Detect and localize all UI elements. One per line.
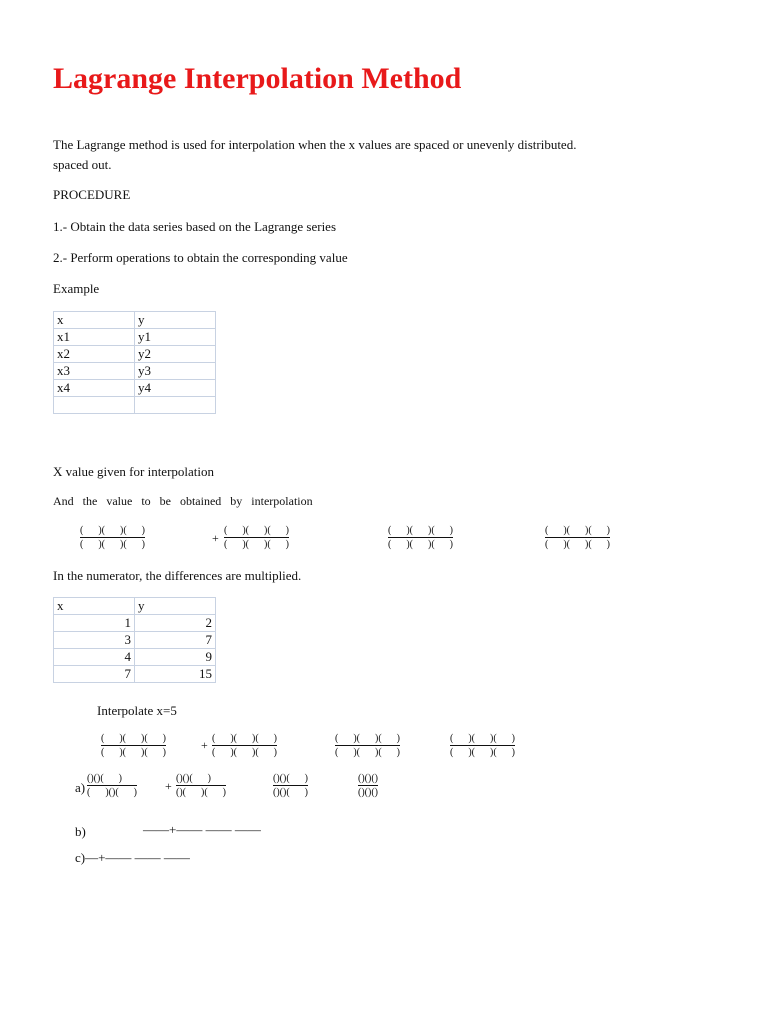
procedure-heading: PROCEDURE xyxy=(53,187,131,202)
fraction-numerator: ( )( )( ) xyxy=(212,733,277,744)
step-1: 1.- Obtain the data series based on the Lagrange series xyxy=(53,219,337,234)
fraction-numerator: ( )( )( ) xyxy=(101,733,166,744)
fraction-numerator: ( )( )( ) xyxy=(388,525,453,536)
table-cell: 7 xyxy=(54,666,135,683)
table-cell: x4 xyxy=(54,380,135,397)
fraction-numerator: ( )( )( ) xyxy=(450,733,515,744)
fraction-denominator: ( )( )( ) xyxy=(335,747,400,758)
fraction-denominator: ( )( )( ) xyxy=(101,747,166,758)
fraction-term xyxy=(176,773,226,798)
table-cell: x2 xyxy=(54,346,135,363)
fraction-denominator: ( )( )( ) xyxy=(450,747,515,758)
fraction-denominator: ( )()( ) xyxy=(87,787,137,798)
table-cell: x1 xyxy=(54,329,135,346)
fraction-term xyxy=(273,773,308,798)
fraction-numerator: ( )( )( ) xyxy=(335,733,400,744)
table-row xyxy=(54,649,216,666)
table-cell: 2 xyxy=(135,615,216,632)
table-row xyxy=(54,397,216,414)
fraction-denominator: ( )( )( ) xyxy=(545,539,610,550)
fraction-term xyxy=(212,733,277,758)
fraction-numerator: ()()( ) xyxy=(87,773,122,784)
table-cell: 3 xyxy=(54,632,135,649)
table-cell: y4 xyxy=(135,380,216,397)
fraction-denominator: ()()( ) xyxy=(273,787,308,798)
example-label: Example xyxy=(53,281,100,296)
table-row xyxy=(54,615,216,632)
table-header-x: x xyxy=(54,312,135,329)
table-cell xyxy=(135,397,216,414)
fraction-denominator: ( )( )( ) xyxy=(224,539,289,550)
table-cell: y1 xyxy=(135,329,216,346)
fraction-numerator: ( )( )( ) xyxy=(80,525,145,536)
table-cell: 9 xyxy=(135,649,216,666)
fraction-numerator: ()()( ) xyxy=(273,773,308,784)
fraction-denominator: ( )( )( ) xyxy=(80,539,145,550)
table-cell: y2 xyxy=(135,346,216,363)
table-row xyxy=(54,329,216,346)
fraction-term xyxy=(87,773,137,798)
table-cell: 15 xyxy=(135,666,216,683)
table-cell: 1 xyxy=(54,615,135,632)
fraction-term xyxy=(224,525,289,550)
table-row xyxy=(54,346,216,363)
x-value-text: X value given for interpolation xyxy=(53,464,215,479)
table-cell: 7 xyxy=(135,632,216,649)
table-row xyxy=(54,666,216,683)
table-cell: x3 xyxy=(54,363,135,380)
fraction-term xyxy=(335,733,400,758)
interpolate-text: Interpolate x=5 xyxy=(97,703,177,718)
plus-sign: + xyxy=(201,738,208,752)
fraction-term xyxy=(101,733,166,758)
answer-b-line: ——+—— —— —— xyxy=(143,822,261,837)
table-header-row xyxy=(54,312,216,329)
fraction-term xyxy=(358,773,378,798)
table-cell: y3 xyxy=(135,363,216,380)
answer-b-label: b) xyxy=(75,824,86,839)
fraction-term xyxy=(80,525,145,550)
table-row xyxy=(54,363,216,380)
table-row xyxy=(54,632,216,649)
fraction-term xyxy=(450,733,515,758)
table-header-y: y xyxy=(135,312,216,329)
step-2: 2.- Perform operations to obtain the corresponding value xyxy=(53,250,348,265)
answer-a-label: a) xyxy=(75,780,86,795)
answer-c-line: c)—+—— —— —— xyxy=(75,850,190,865)
table-header-y: y xyxy=(135,598,216,615)
table-cell xyxy=(54,397,135,414)
fraction-term xyxy=(545,525,610,550)
numerator-text: In the numerator, the differences are multiplied. xyxy=(53,568,302,583)
data-table-symbolic xyxy=(53,311,216,414)
fraction-denominator: ()( )( ) xyxy=(176,787,226,798)
table-row xyxy=(54,380,216,397)
intro-line-1: The Lagrange method is used for interpolation when the x values are spaced or unevenly distributed. xyxy=(53,137,577,152)
fraction-denominator: ( )( )( ) xyxy=(212,747,277,758)
page-title: Lagrange Interpolation Method xyxy=(53,62,462,95)
fraction-denominator: ( )( )( ) xyxy=(388,539,453,550)
fraction-numerator: ( )( )( ) xyxy=(545,525,610,536)
fraction-term xyxy=(388,525,453,550)
fraction-denominator: ()()() xyxy=(358,787,378,798)
fraction-numerator: ()()() xyxy=(358,773,378,784)
fraction-numerator: ()()( ) xyxy=(176,773,211,784)
table-header-x: x xyxy=(54,598,135,615)
fraction-numerator: ( )( )( ) xyxy=(224,525,289,536)
plus-sign: + xyxy=(212,531,219,545)
plus-sign: + xyxy=(165,779,172,793)
data-table-numeric xyxy=(53,597,216,683)
intro-line-2: spaced out. xyxy=(53,157,112,172)
table-cell: 4 xyxy=(54,649,135,666)
table-header-row xyxy=(54,598,216,615)
obtained-text: And the value to be obtained by interpolation xyxy=(53,494,313,508)
